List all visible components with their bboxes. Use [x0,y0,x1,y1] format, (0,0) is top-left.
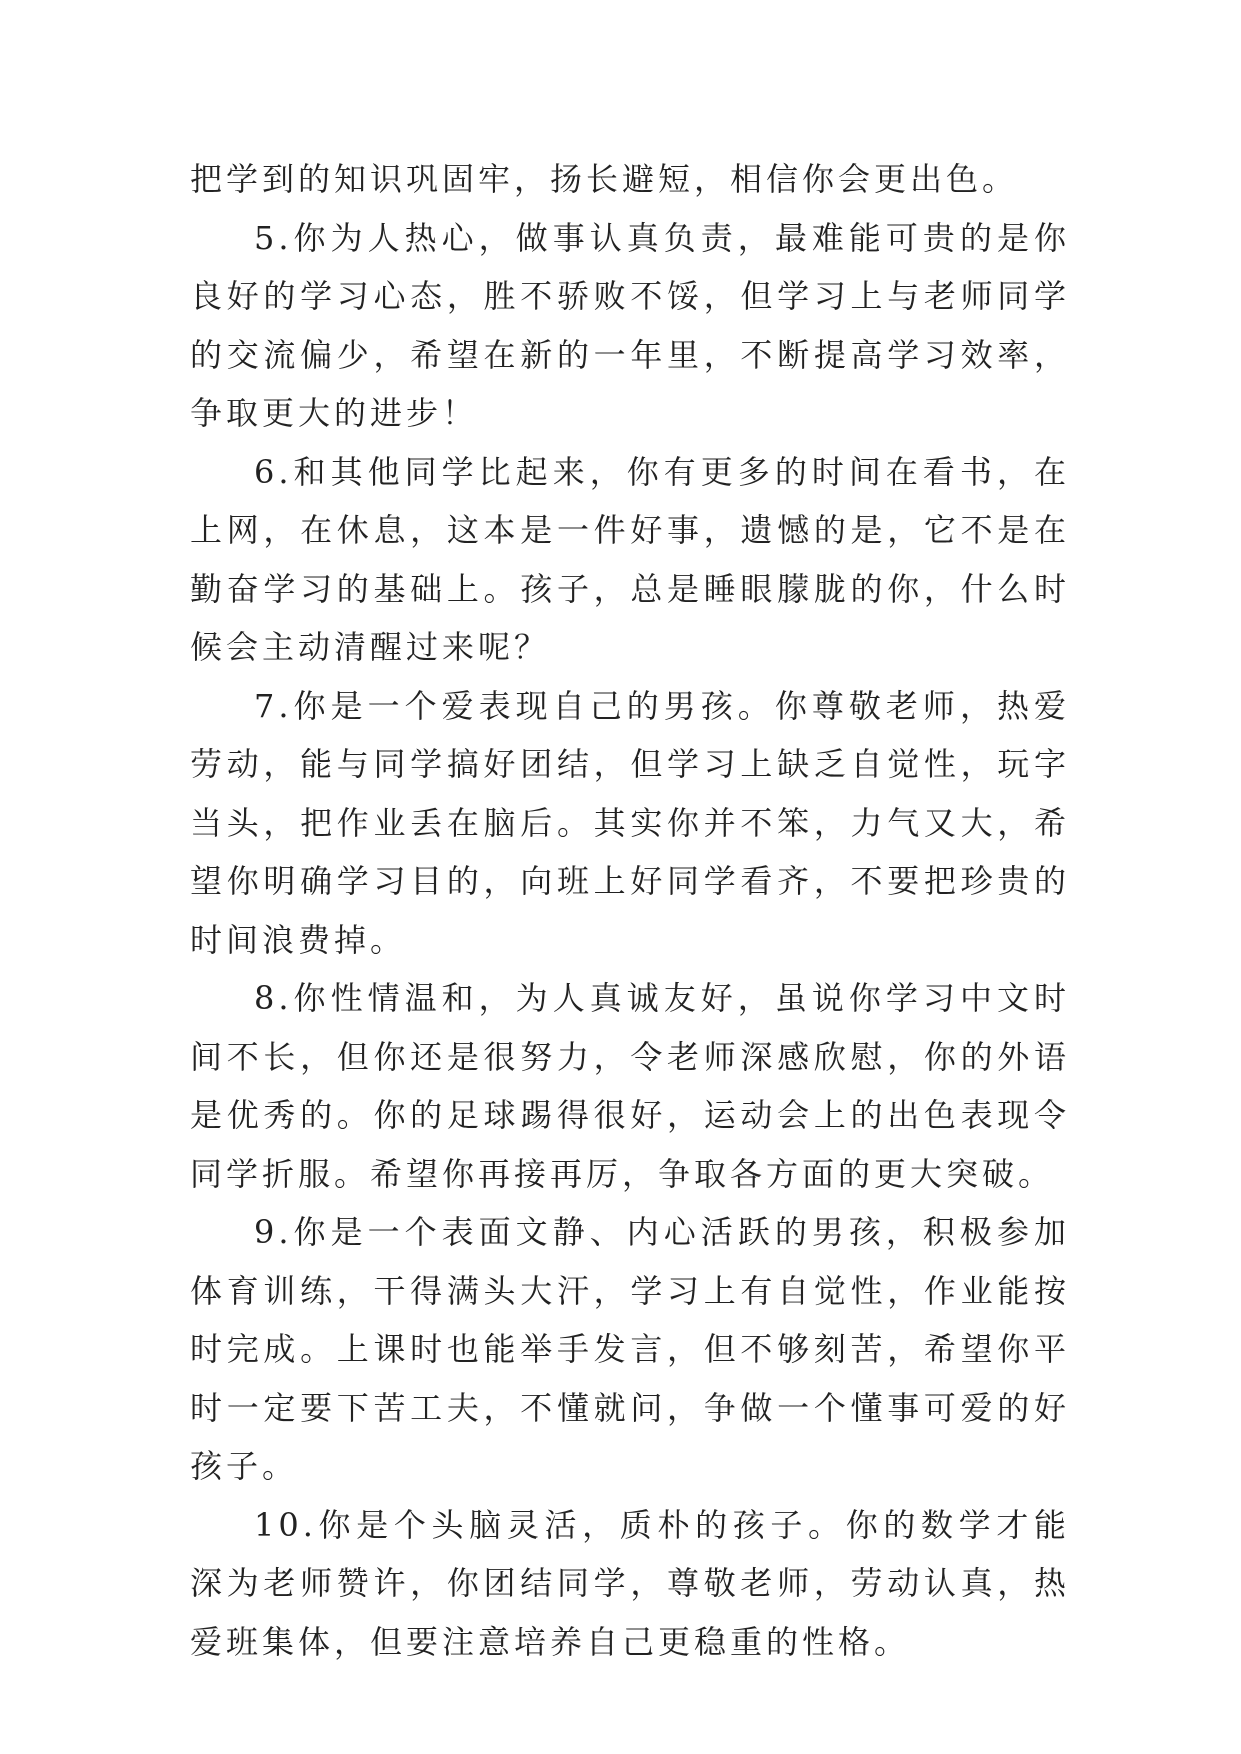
paragraph-item-5: 5.你为人热心，做事认真负责，最难能可贵的是你良好的学习心态，胜不骄败不馁，但学习上与老师同学的交流偏少，希望在新的一年里，不断提高学习效率，争取更大的进步！ [190,218,1070,432]
paragraph-item-6: 6.和其他同学比起来，你有更多的时间在看书，在上网，在休息，这本是一件好事，遗憾的是，它不是在勤奋学习的基础上。孩子，总是睡眼朦胧的你，什么时候会主动清醒过来呢？ [190,452,1070,666]
paragraph-continuation: 把学到的知识巩固牢，扬长避短，相信你会更出色。 [190,160,1019,198]
paragraph-item-10: 10.你是个头脑灵活，质朴的孩子。你的数学才能深为老师赞许，你团结同学，尊敬老师，劳动认真，热爱班集体，但要注意培养自己更稳重的性格。 [190,1505,1070,1661]
document-body [190,150,1070,1671]
paragraph-item-8: 8.你性情温和，为人真诚友好，虽说你学习中文时间不长，但你还是很努力，令老师深感欣慰，你的外语是优秀的。你的足球踢得很好，运动会上的出色表现令同学折服。希望你再接再厉，争取各方面的更大突破。 [190,979,1070,1193]
paragraph-item-7: 7.你是一个爱表现自己的男孩。你尊敬老师，热爱劳动，能与同学搞好团结，但学习上缺乏自觉性，玩字当头，把作业丢在脑后。其实你并不笨，力气又大，希望你明确学习目的，向班上好同学看齐，不要把珍贵的时间浪费掉。 [190,686,1070,959]
paragraph-item-9: 9.你是一个表面文静、内心活跃的男孩，积极参加体育训练，干得满头大汗，学习上有自觉性，作业能按时完成。上课时也能举手发言，但不够刻苦，希望你平时一定要下苦工夫，不懂就问，争做一个懂事可爱的好孩子。 [190,1213,1070,1485]
